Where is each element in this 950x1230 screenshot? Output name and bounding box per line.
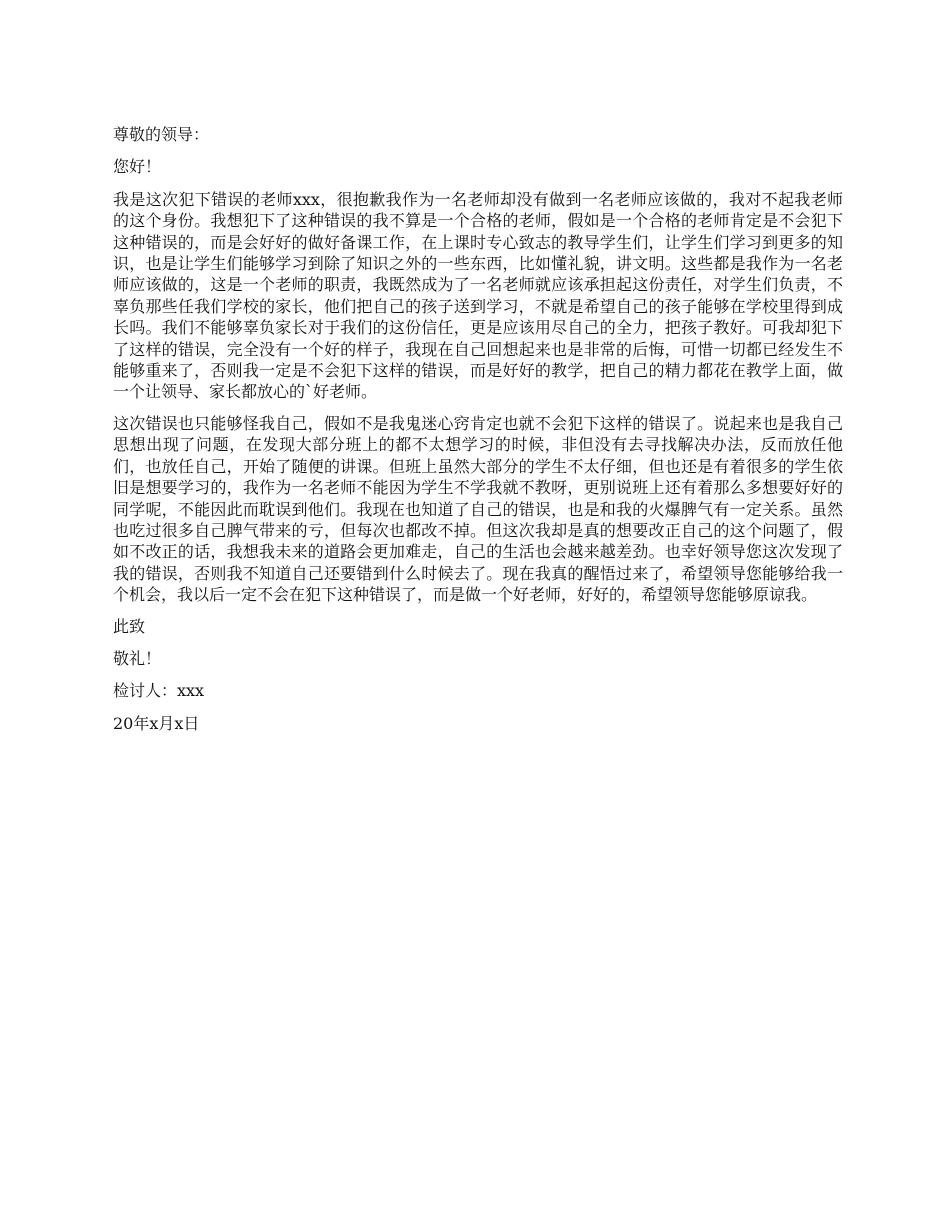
salutation: 尊敬的领导： [113, 125, 210, 144]
date: 20年x月x日 [113, 713, 200, 733]
body-paragraph-2: 这次错误也只能够怪我自己，假如不是我鬼迷心窍肯定也就不会犯下这样的错误了。说起来也是我自己思想出现了问题，在发现大部分班上的都不太想学习的时候，非但没有去寻找解决办法，反而放任他们，也放任自己，开始了随便的讲课。但班上虽然大部分的学生不太仔细，但也还是有着很多的学生依旧是想要学习的，我作为一名老师不能因为学生不学我就不教呀，更别说班上还有着那么多想要好好的同学呢，不能因此而耽误到他们。我现在也知道了自己的错误，也是和我的火爆脾气有一定关系。虽然也吃过很多自己脾气带来的亏，但每次也都改不掉。但这次我却是真的想要改正自己的这个问题了，假如不改正的话，我想我未来的道路会更加难走，自己的生活也会越来越差劲。也幸好领导您这次发现了我的错误，否则我不知道自己还要错到什么时候去了。现在我真的醒悟过来了，希望领导您能够给我一个机会，我以后一定不会在犯下这种错误了，而是做一个好老师，好好的，希望领导您能够原谅我。 [113, 413, 843, 605]
greeting: 您好！ [113, 157, 162, 177]
signature: 检讨人：xxx [113, 681, 205, 701]
closing-line-2: 敬礼！ [113, 648, 162, 668]
body-paragraph-1: 我是这次犯下错误的老师xxx，很抱歉我作为一名老师却没有做到一名老师应该做的，我对不起我老师的这个身份。我想犯下了这种错误的我不算是一个合格的老师，假如是一个合格的老师肯定是不会犯下这种错误的，而是会好好的做好备课工作，在上课时专心致志的教导学生们，让学生们学习到更多的知识，也是让学生们能够学习到除了知识之外的一些东西，比如懂礼貌，讲文明。这些都是我作为一名老师应该做的，这是一个老师的职责，我既然成为了一名老师就应该承担起这份责任，对学生们负责，不辜负那些任我们学校的家长，他们把自己的孩子送到学习，不就是希望自己的孩子能够在学校里得到成长吗。我们不能够辜负家长对于我们的这份信任，更是应该用尽自己的全力，把孩子教好。可我却犯下了这样的错误，完全没有一个好的样子，我现在自己回想起来也是非常的后悔，可惜一切都已经发生不能够重来了，否则我一定是不会犯下这样的错误，而是好好的教学，把自己的精力都花在教学上面，做一个让领导、家长都放心的`好老师。 [113, 189, 843, 402]
closing-line-1: 此致 [113, 616, 146, 636]
letter-document [113, 124, 843, 745]
